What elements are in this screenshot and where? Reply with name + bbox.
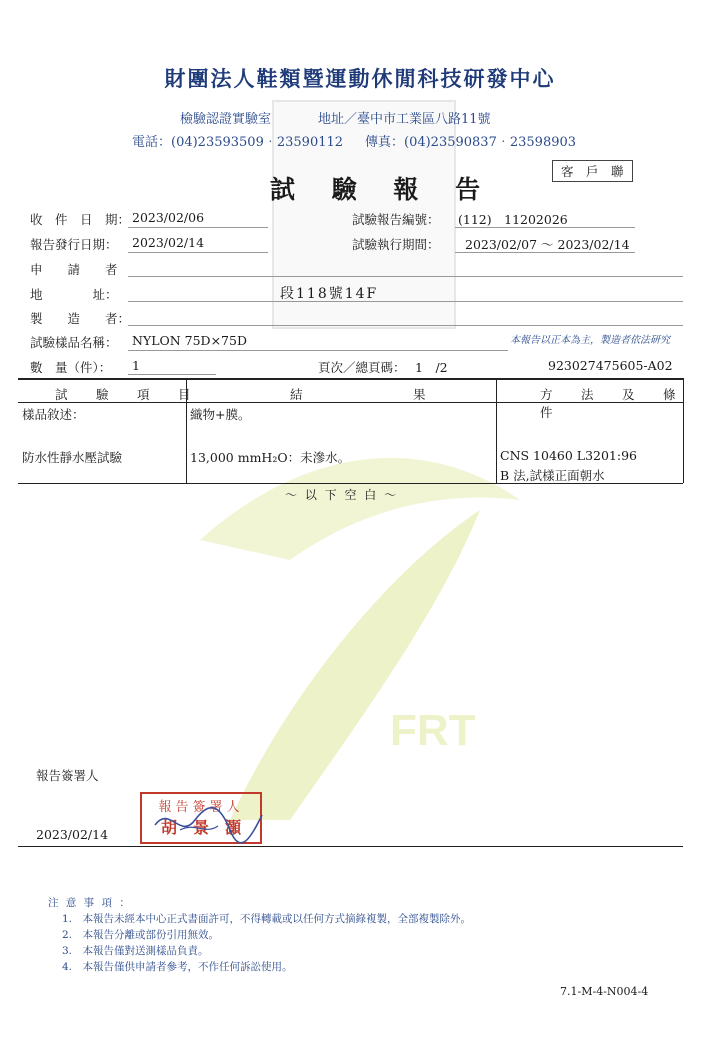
organization-name: 財團法人鞋類暨運動休閒科技研發中心 — [164, 67, 556, 91]
note-item: 4. 本報告僅供申請者參考，不作任何訴訟使用。 — [62, 961, 293, 973]
watermark-swoosh-top — [200, 458, 520, 560]
header-result: 結 果 — [290, 387, 434, 402]
received-date-value: 2023/02/06 — [132, 210, 205, 225]
lab-address: 地址／臺中市工業區八路11號 — [318, 112, 491, 127]
note-item: 2. 本報告分離或部份引用無效。 — [62, 929, 220, 941]
end-of-content-marker: ～ 以 下 空 白 ～ — [285, 488, 399, 502]
form-code: 7.1-M-4-N004-4 — [560, 985, 649, 998]
header-test-item: 試 驗 項 目 — [55, 387, 199, 402]
report-code: 923027475605-A02 — [548, 358, 673, 373]
report-number-label: 試驗報告編號： — [352, 212, 440, 227]
quantity-value: 1 — [132, 358, 140, 373]
page-count-value: 1 /2 — [415, 360, 448, 375]
sample-name-value: NYLON 75D×75D — [132, 333, 247, 348]
note-item: 1. 本報告未經本中心正式書面許可，不得轉載或以任何方式摘錄複製，全部複製除外。 — [62, 913, 472, 925]
issue-date-value: 2023/02/14 — [132, 235, 205, 250]
issue-date-label: 報告發行日期： — [30, 237, 118, 252]
lab-name: 檢驗認證實驗室 — [180, 112, 272, 127]
handwritten-signature — [150, 800, 270, 845]
header-method: 方 法 及 條 件 — [540, 387, 705, 420]
signature-date: 2023/02/14 — [36, 827, 109, 842]
test-period-value: 2023/02/07 ～ 2023/02/14 — [465, 237, 630, 252]
quantity-label: 數 量（件）： — [30, 360, 112, 375]
row-water-test-method-2: B 法,試樣正面朝水 — [500, 468, 605, 483]
page-count-label: 頁次／總頁碼： — [318, 360, 406, 375]
watermark-swoosh-bottom — [230, 510, 480, 820]
signatory-label: 報告簽署人 — [36, 768, 99, 783]
row-water-test-item: 防水性靜水壓試驗 — [22, 450, 123, 465]
watermark-text: FRT — [390, 706, 476, 755]
note-item: 3. 本報告僅對送測樣品負責。 — [62, 945, 209, 957]
lab-fax: 傳真：(04)23590837‧23598903 — [365, 135, 577, 150]
report-title: 試 驗 報 告 — [270, 175, 495, 204]
row-water-test-result: 13,000 mmH₂O：未滲水。 — [190, 450, 351, 465]
sample-name-label: 試驗樣品名稱： — [30, 335, 118, 350]
applicant-label: 申 請 者 — [30, 262, 118, 277]
row-sample-desc-item: 樣品敘述： — [22, 407, 85, 422]
remark-stamp: 本報告以正本為主，製造者依法研究 — [510, 335, 670, 346]
row-water-test-method: CNS 10460 L3201:96 — [500, 448, 638, 463]
row-sample-desc-result: 織物+膜。 — [190, 407, 251, 422]
stamp-name: 胡 景 灝 — [160, 818, 241, 837]
copy-type-box: 客 戶 聯 — [552, 160, 633, 182]
notes-title: 注 意 事 項 ： — [48, 897, 132, 909]
manufacturer-label: 製 造 者： — [30, 311, 131, 326]
address-label: 地 址： — [30, 287, 118, 302]
stamp-title: 報告簽署人 — [158, 800, 244, 815]
report-number-value: (112) 11202026 — [458, 212, 568, 227]
received-date-label: 收 件 日 期： — [30, 212, 131, 227]
test-period-label: 試驗執行期間： — [352, 237, 440, 252]
address-value: 段118號14F — [280, 286, 379, 302]
lab-phone: 電話：(04)23593509‧23590112 — [132, 135, 344, 150]
